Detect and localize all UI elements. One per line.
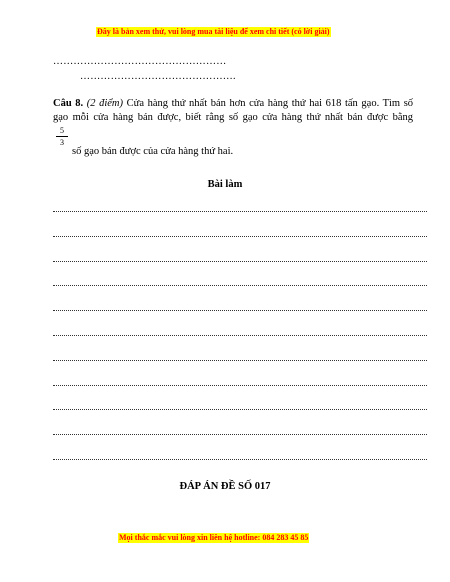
answer-line (53, 236, 427, 237)
answer-line (53, 385, 427, 386)
fraction-numerator: 5 (56, 126, 68, 137)
question-label: Câu 8 (53, 98, 81, 109)
answer-line (53, 285, 427, 286)
question-line-1: Câu 8. (2 điểm) Cửa hàng thứ nhất bán hơn cửa hàng thứ hai 618 tấn gạo. Tìm số (53, 98, 414, 109)
answer-title: ĐÁP ÁN ĐỀ SỐ 017 (179, 481, 271, 492)
fraction (56, 126, 68, 147)
dotted-line-2: ………………………………………. (80, 71, 236, 82)
preview-banner: Đây là bản xem thử, vui lòng mua tài liệu để xem chi tiết (có lời giải) (97, 27, 330, 36)
question-line-3: số gạo bán được của cửa hàng thứ hai. (72, 146, 234, 157)
answer-line (53, 409, 427, 410)
question-8 (53, 97, 413, 125)
answer-line (53, 459, 427, 460)
question-line-2: gạo mỗi cửa hàng bán được, biết rằng số gạo cửa hàng thứ nhất bán được bằng (53, 112, 413, 123)
answer-line (53, 261, 427, 262)
answer-line (53, 434, 427, 435)
hotline-banner: Mọi thắc mắc vui lòng xin liên hệ hotline: 084 283 45 85 (119, 533, 309, 542)
answer-line (53, 360, 427, 361)
dotted-line-1: …………………………………………… (53, 56, 227, 67)
question-points: (2 điểm) (86, 98, 124, 109)
fraction-denominator: 3 (60, 138, 64, 147)
question-text-1: Cửa hàng thứ nhất bán hơn cửa hàng thứ hai 618 tấn gạo. Tìm số (126, 98, 414, 109)
work-title: Bài làm (207, 179, 243, 190)
answer-line (53, 211, 427, 212)
answer-line (53, 335, 427, 336)
answer-line (53, 310, 427, 311)
